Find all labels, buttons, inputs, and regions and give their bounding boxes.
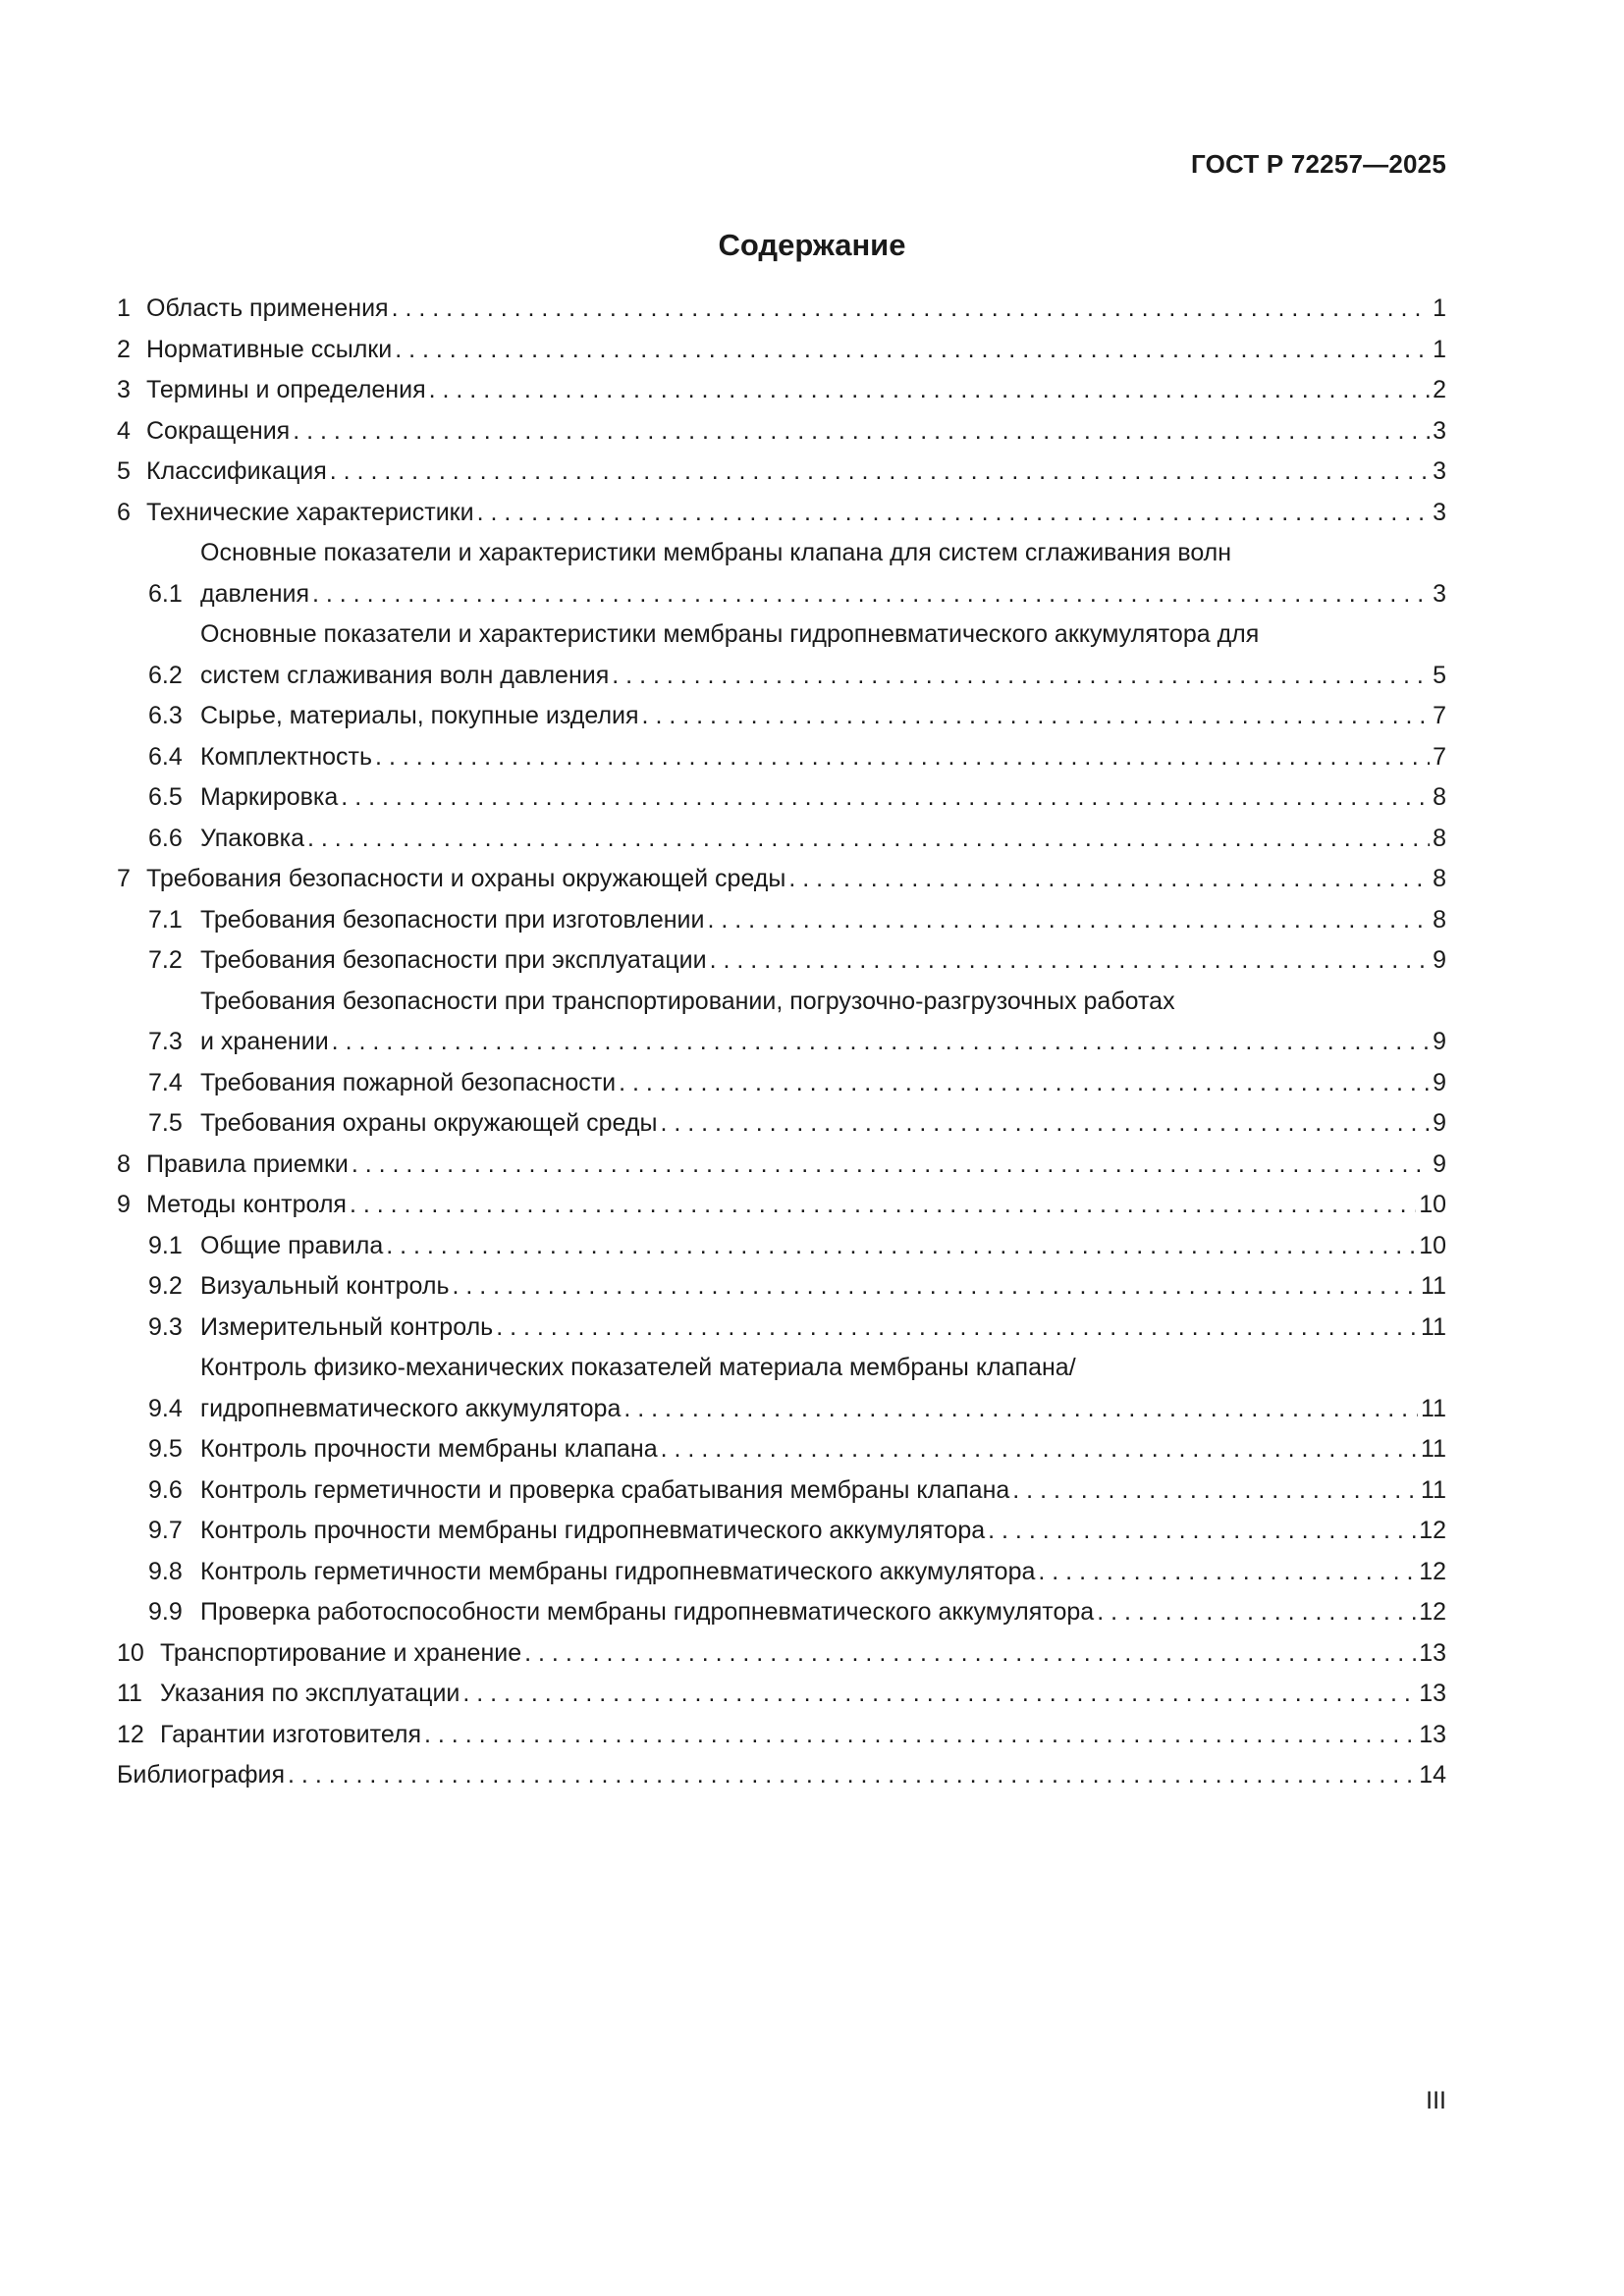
toc-entry[interactable] [117,1103,1446,1145]
toc-entry-title: Проверка работоспособности мембраны гидропневматического аккумулятора [200,1598,1095,1626]
toc-entry[interactable] [117,1674,1446,1715]
toc-entry[interactable] [117,982,1446,1063]
toc-entry[interactable] [117,493,1446,534]
dot-leader [386,1226,1416,1267]
dot-leader [1012,1470,1418,1512]
toc-entry[interactable] [117,289,1446,330]
toc-entry-title: Область применения [146,294,389,322]
toc-entry-number: 7.3 [148,1028,183,1055]
toc-entry-number: 8 [117,1149,131,1178]
toc-entry-title-line: Основные показатели и характеристики мембраны клапана для систем сглаживания волн [200,539,1232,566]
document-code: ГОСТ Р 72257—2025 [1191,149,1446,179]
toc-entry-number: 3 [117,376,131,403]
toc-entry[interactable] [117,859,1446,900]
toc-entry-title: Требования безопасности при эксплуатации [200,946,707,974]
toc-entry-page: 11 [1421,1475,1446,1504]
toc-entry[interactable] [117,1308,1446,1349]
toc-entry-page: 5 [1433,661,1446,689]
toc-entry-page: 13 [1419,1638,1446,1667]
toc-entry-number: 1 [117,294,131,322]
toc-entry-page: 10 [1419,1191,1446,1218]
toc-entry-title: Гарантии изготовителя [160,1720,422,1748]
dot-leader [660,1103,1430,1145]
toc-entry-page: 9 [1433,1149,1446,1178]
toc-entry[interactable] [117,1348,1446,1429]
toc-entry-title: Измерительный контроль [200,1312,494,1341]
dot-leader [710,940,1430,982]
toc-entry-page: 10 [1419,1231,1446,1259]
toc-entry-number: 6.4 [148,742,183,771]
toc-entry-page: 2 [1433,376,1446,403]
toc-entry[interactable] [117,370,1446,411]
toc-entry-title: Методы контроля [146,1191,347,1218]
table-of-contents [117,289,1446,1796]
dot-leader [375,737,1430,778]
toc-entry-title: Контроль прочности мембраны клапана [200,1435,658,1463]
toc-entry-title: Технические характеристики [146,498,474,526]
toc-entry-title: Требования безопасности при изготовлении [200,905,705,934]
toc-entry[interactable] [117,1226,1446,1267]
toc-entry-title: гидропневматического аккумулятора [200,1394,622,1422]
dot-leader [524,1633,1416,1675]
dot-leader [1038,1552,1416,1593]
toc-entry[interactable] [117,819,1446,860]
dot-leader [392,289,1431,330]
toc-entry[interactable] [117,900,1446,941]
toc-entry[interactable] [117,1145,1446,1186]
toc-entry-number: 6.1 [148,579,183,608]
toc-entry-title: Сокращения [146,416,291,445]
dot-leader [462,1674,1416,1715]
dot-leader [288,1755,1416,1796]
toc-entry-page: 7 [1433,742,1446,771]
toc-entry-title-line: Требования безопасности при транспортировании, погрузочно-разгрузочных работах [200,987,1175,1015]
toc-entry-number: 12 [117,1720,144,1748]
toc-entry-number: 5 [117,457,131,485]
toc-entry-page: 11 [1421,1272,1446,1300]
dot-leader [453,1266,1419,1308]
dot-leader [623,1389,1418,1430]
dot-leader [788,859,1430,900]
toc-entry-title: Транспортирование и хранение [160,1638,522,1667]
toc-entry-number: 9.3 [148,1312,183,1341]
toc-entry-number: 7.5 [148,1109,183,1137]
toc-entry-title: Правила приемки [146,1149,349,1178]
toc-entry[interactable] [117,1715,1446,1756]
toc-entry-page: 7 [1433,702,1446,729]
dot-leader [307,819,1430,860]
toc-title: Содержание [718,228,906,262]
toc-entry-title: Библиография [117,1761,286,1789]
toc-entry-title: Общие правила [200,1231,384,1259]
dot-leader [341,777,1430,819]
toc-entry[interactable] [117,777,1446,819]
toc-entry-page: 13 [1419,1720,1446,1748]
dot-leader [293,411,1430,453]
toc-entry-page: 1 [1433,335,1446,363]
dot-leader [395,330,1430,371]
toc-entry-title: Упаковка [200,824,304,852]
dot-leader [642,696,1431,737]
toc-entry-page: 12 [1419,1517,1446,1544]
toc-entry-page: 11 [1421,1394,1446,1422]
dot-leader [429,370,1430,411]
toc-entry-number: 7.2 [148,946,183,974]
toc-entry-title: Контроль герметичности и проверка срабатывания мембраны клапана [200,1475,1010,1504]
toc-entry[interactable] [117,1552,1446,1593]
toc-entry[interactable] [117,1063,1446,1104]
toc-entry-page: 12 [1419,1598,1446,1626]
toc-entry-title: Сырье, материалы, покупные изделия [200,702,639,729]
toc-entry-title: Нормативные ссылки [146,335,393,363]
toc-entry-title: давления [200,579,309,608]
toc-entry-number: 6.5 [148,783,183,811]
toc-entry-title: и хранении [200,1028,329,1055]
toc-entry-title: Классификация [146,457,327,485]
toc-entry[interactable] [117,737,1446,778]
toc-entry-number: 9 [117,1191,131,1218]
dot-leader [424,1715,1416,1756]
toc-entry-number: 6.2 [148,661,183,689]
dot-leader [612,656,1430,697]
toc-entry-page: 14 [1419,1761,1446,1789]
toc-entry-number: 6.6 [148,824,183,852]
toc-entry-number: 4 [117,416,131,445]
toc-entry[interactable] [117,1755,1446,1796]
toc-entry-page: 9 [1433,1068,1446,1096]
toc-entry-title: Термины и определения [146,376,426,403]
toc-entry-number: 9.8 [148,1557,183,1585]
dot-leader [988,1511,1416,1552]
dot-leader [619,1063,1430,1104]
toc-entry-page: 3 [1433,579,1446,608]
toc-entry-title: Визуальный контроль [200,1272,450,1300]
toc-entry-page: 8 [1433,905,1446,934]
toc-entry-number: 9.6 [148,1475,183,1504]
toc-entry[interactable] [117,1429,1446,1470]
toc-entry-title: Требования охраны окружающей среды [200,1109,658,1137]
toc-entry-number: 9.4 [148,1394,183,1422]
dot-leader [352,1145,1430,1186]
toc-entry[interactable] [117,614,1446,696]
toc-entry-title: Маркировка [200,783,339,811]
dot-leader [661,1429,1418,1470]
dot-leader [330,452,1430,493]
toc-entry-number: 9.1 [148,1231,183,1259]
toc-entry-page: 9 [1433,1028,1446,1055]
toc-entry[interactable] [117,1592,1446,1633]
toc-entry[interactable] [117,1470,1446,1512]
toc-entry-number: 9.5 [148,1435,183,1463]
toc-entry-page: 8 [1433,865,1446,892]
toc-entry[interactable] [117,452,1446,493]
toc-entry-title: Контроль герметичности мембраны гидропневматического аккумулятора [200,1557,1036,1585]
toc-entry-number: 2 [117,335,131,363]
toc-entry-number: 10 [117,1638,144,1667]
toc-entry-number: 11 [117,1680,142,1707]
dot-leader [1097,1592,1416,1633]
toc-entry[interactable] [117,330,1446,371]
toc-entry-page: 9 [1433,1109,1446,1137]
toc-entry[interactable] [117,411,1446,453]
toc-entry-page: 8 [1433,824,1446,852]
toc-entry-page: 8 [1433,783,1446,811]
toc-entry-title-line: Основные показатели и характеристики мембраны гидропневматического аккумулятора для [200,620,1260,648]
dot-leader [332,1022,1430,1063]
toc-entry-title: Указания по эксплуатации [160,1680,460,1707]
toc-entry-title: Требования пожарной безопасности [200,1068,617,1096]
dot-leader [477,493,1431,534]
dot-leader [312,574,1430,615]
page-number: III [1426,2087,1446,2114]
toc-entry[interactable] [117,1266,1446,1308]
toc-entry[interactable] [117,940,1446,982]
toc-entry-page: 11 [1421,1312,1446,1341]
toc-entry-number: 6.3 [148,702,183,729]
toc-entry-title: Комплектность [200,742,373,771]
toc-entry-title-line: Контроль физико-механических показателей материала мембраны клапана/ [200,1354,1076,1381]
toc-entry[interactable] [117,1185,1446,1226]
toc-entry-number: 7.1 [148,905,183,934]
toc-entry-title: Требования безопасности и охраны окружающей среды [146,865,786,892]
toc-entry[interactable] [117,1511,1446,1552]
toc-entry-page: 3 [1433,416,1446,445]
toc-entry[interactable] [117,696,1446,737]
dot-leader [707,900,1430,941]
toc-entry[interactable] [117,1633,1446,1675]
toc-entry-number: 9.2 [148,1272,183,1300]
dot-leader [350,1185,1416,1226]
toc-entry-number: 9.7 [148,1517,183,1544]
toc-entry-number: 7 [117,865,131,892]
toc-entry-page: 3 [1433,457,1446,485]
toc-entry-page: 12 [1419,1557,1446,1585]
dot-leader [496,1308,1418,1349]
toc-entry-page: 13 [1419,1680,1446,1707]
toc-entry-number: 6 [117,498,131,526]
toc-entry-title: Контроль прочности мембраны гидропневматического аккумулятора [200,1517,986,1544]
toc-entry-page: 11 [1421,1435,1446,1463]
toc-entry-title: систем сглаживания волн давления [200,661,610,689]
toc-entry-page: 3 [1433,498,1446,526]
toc-entry-page: 9 [1433,946,1446,974]
toc-entry-number: 7.4 [148,1068,183,1096]
toc-entry[interactable] [117,533,1446,614]
toc-entry-page: 1 [1433,294,1446,322]
toc-entry-number: 9.9 [148,1598,183,1626]
